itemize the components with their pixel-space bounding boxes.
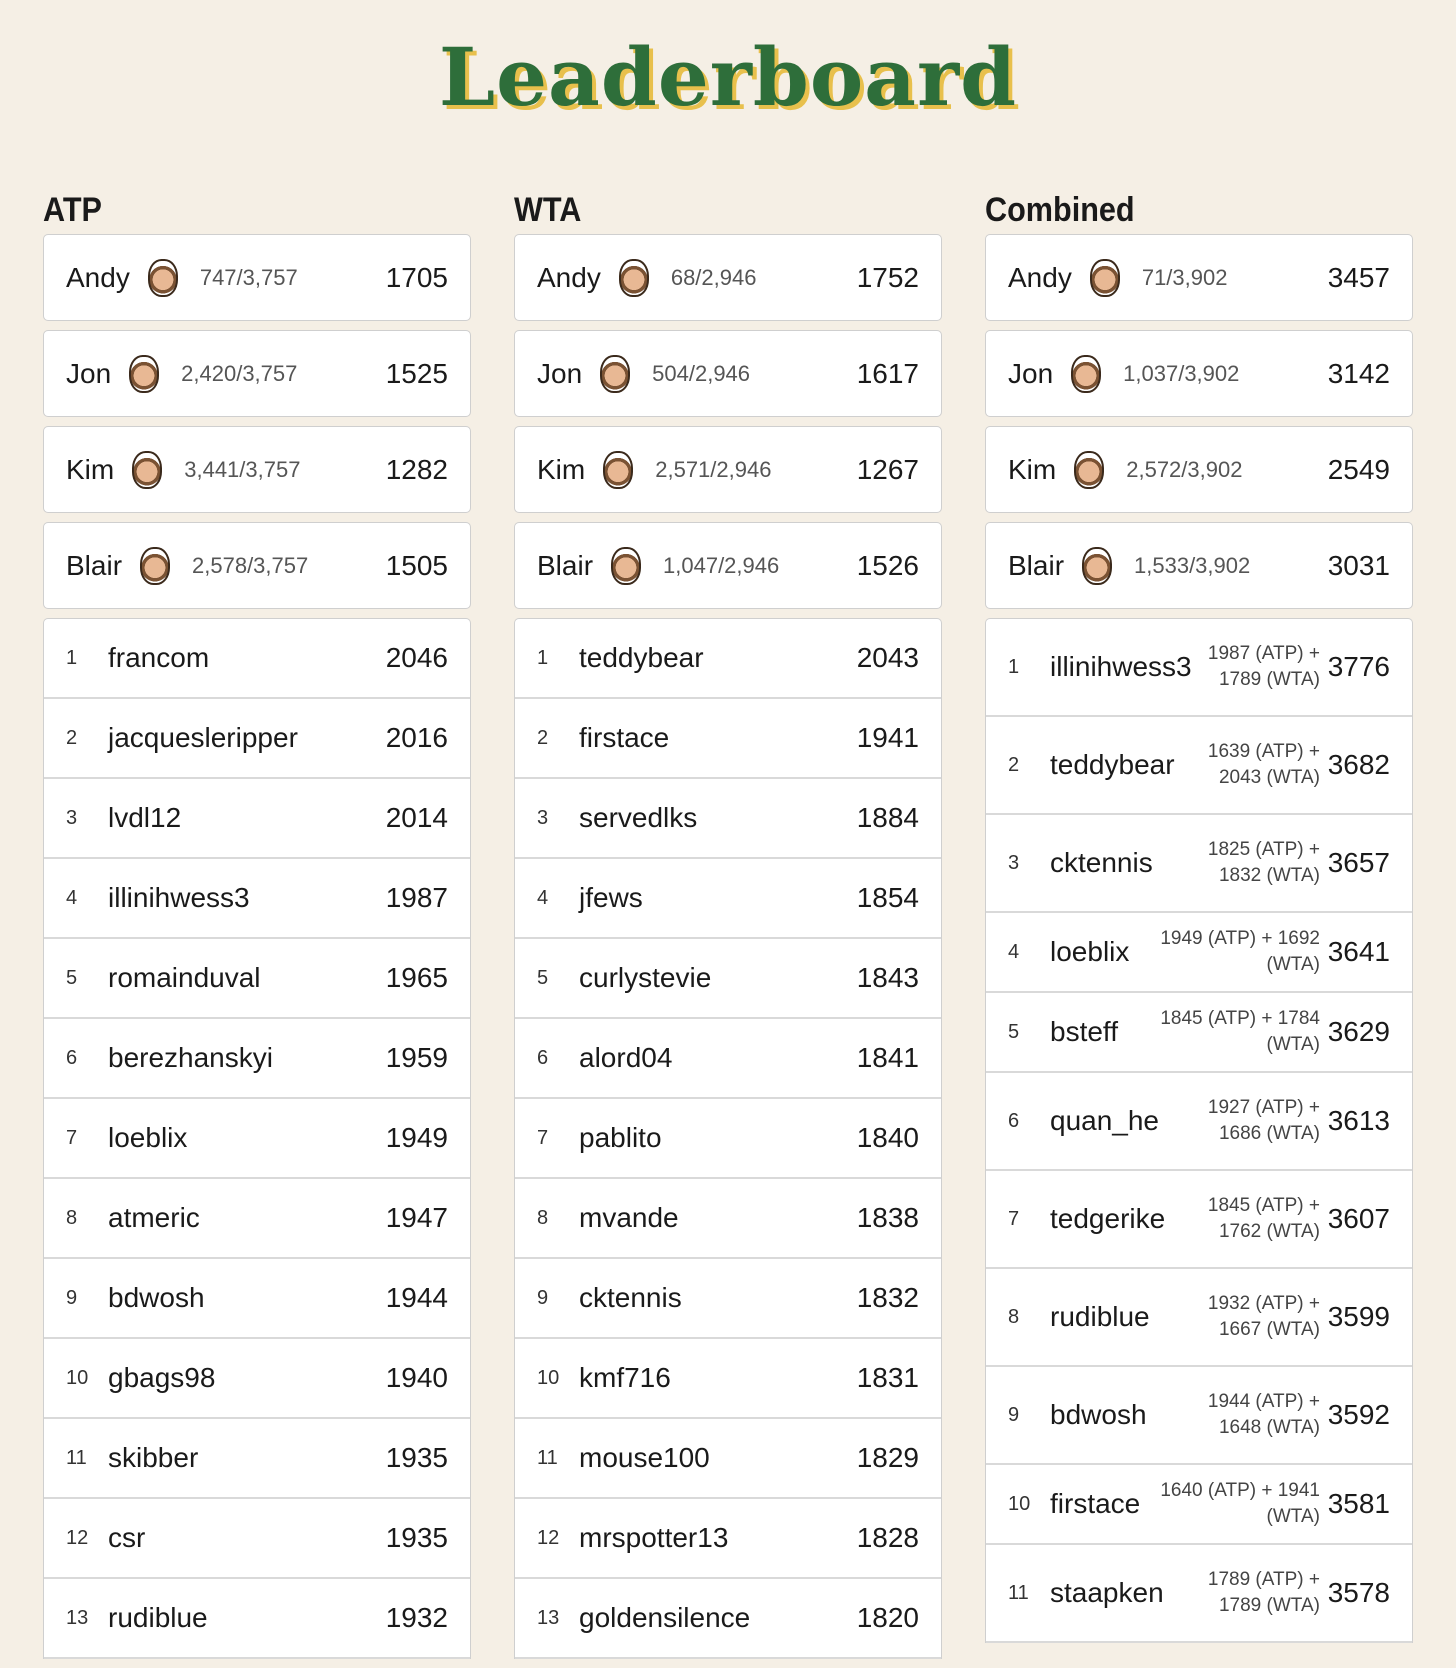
- expert-score: 1526: [856, 549, 919, 581]
- score: 3613: [1327, 1105, 1390, 1136]
- score: 1841: [856, 1042, 919, 1073]
- username: firstace: [579, 722, 670, 753]
- avatar: [1071, 355, 1101, 393]
- score: 1829: [856, 1442, 919, 1473]
- username: teddybear: [579, 642, 704, 673]
- score: 3629: [1327, 1016, 1390, 1047]
- avatar: [611, 547, 641, 585]
- expert-score: 1525: [385, 357, 448, 389]
- expert-score: 3031: [1327, 549, 1390, 581]
- score-breakdown: 1639 (ATP) + 2043 (WTA): [1207, 741, 1320, 788]
- score-breakdown: 1845 (ATP) + 1784 (WTA): [1160, 1008, 1320, 1055]
- table-row[interactable]: [44, 1419, 470, 1499]
- table-row[interactable]: [44, 939, 470, 1019]
- username: quan_he: [1050, 1105, 1160, 1136]
- score: 3657: [1327, 847, 1390, 878]
- expert-ratio: 504/2,946: [652, 360, 751, 386]
- table-row[interactable]: [44, 619, 470, 699]
- page-title: Leaderboard: [438, 30, 1018, 124]
- rank: 11: [1008, 1581, 1029, 1604]
- rank: 12: [66, 1526, 89, 1549]
- table-row[interactable]: [515, 939, 941, 1019]
- table-row[interactable]: [515, 1339, 941, 1419]
- avatar: [619, 259, 649, 297]
- username: alord04: [579, 1042, 673, 1073]
- rank: 3: [66, 806, 78, 829]
- combined-column: [985, 186, 1413, 1643]
- rank: 2: [66, 726, 78, 749]
- expert-name: Andy: [1008, 261, 1072, 293]
- rank: 13: [66, 1606, 89, 1629]
- expert-score: 1617: [856, 357, 919, 389]
- username: bdwosh: [108, 1282, 205, 1313]
- expert-card: [514, 522, 942, 609]
- rank: 8: [537, 1206, 549, 1229]
- username: berezhanskyi: [108, 1042, 273, 1073]
- rank: 6: [66, 1046, 78, 1069]
- expert-name: Kim: [66, 453, 115, 485]
- score: 1940: [385, 1362, 448, 1393]
- expert-name: Blair: [537, 549, 594, 581]
- rank: 5: [537, 966, 549, 989]
- score: 2016: [385, 722, 448, 753]
- score: 1935: [385, 1522, 448, 1553]
- expert-ratio: 68/2,946: [670, 264, 757, 290]
- username: curlystevie: [579, 962, 712, 993]
- score: 1965: [385, 962, 448, 993]
- rank: 1: [66, 646, 78, 669]
- username: lvdl12: [108, 802, 182, 833]
- score-breakdown: 1640 (ATP) + 1941 (WTA): [1160, 1480, 1320, 1527]
- score: 1884: [856, 802, 919, 833]
- avatar: [603, 451, 633, 489]
- avatar: [140, 547, 170, 585]
- rank: 11: [66, 1446, 87, 1469]
- combined-leaderboard-list: [985, 618, 1413, 1643]
- expert-ratio: 2,420/3,757: [181, 360, 298, 386]
- rank: 4: [66, 886, 78, 909]
- table-row[interactable]: [986, 1465, 1412, 1545]
- username: gbags98: [108, 1362, 216, 1393]
- username: cktennis: [1050, 847, 1153, 878]
- avatar: [600, 355, 630, 393]
- score-breakdown: 1949 (ATP) + 1692 (WTA): [1160, 928, 1320, 975]
- table-row[interactable]: [986, 1367, 1412, 1465]
- rank: 9: [537, 1286, 549, 1309]
- rank: 13: [537, 1606, 560, 1629]
- score: 1949: [385, 1122, 448, 1153]
- combined-heading: Combined: [985, 191, 1135, 229]
- expert-card: [514, 234, 942, 321]
- table-row[interactable]: [44, 1339, 470, 1419]
- score: 3581: [1327, 1488, 1390, 1519]
- username: kmf716: [579, 1362, 671, 1393]
- score: 1947: [385, 1202, 448, 1233]
- expert-score: 3457: [1327, 261, 1390, 293]
- table-row[interactable]: [44, 1579, 470, 1659]
- score: 2043: [856, 642, 919, 673]
- rank: 10: [537, 1366, 560, 1389]
- username: francom: [108, 642, 210, 673]
- expert-name: Blair: [66, 549, 123, 581]
- username: pablito: [579, 1122, 662, 1153]
- score-breakdown: 1927 (ATP) + 1686 (WTA): [1207, 1097, 1320, 1144]
- username: cktennis: [579, 1282, 682, 1313]
- score-breakdown: 1789 (ATP) + 1789 (WTA): [1207, 1569, 1320, 1616]
- expert-ratio: 3,441/3,757: [184, 456, 301, 482]
- rank: 6: [537, 1046, 549, 1069]
- combined-experts: [985, 234, 1413, 609]
- expert-score: 1505: [385, 549, 448, 581]
- table-row[interactable]: [986, 1073, 1412, 1171]
- username: staapken: [1050, 1577, 1164, 1608]
- username: illinihwess3: [108, 882, 250, 913]
- score: 3682: [1327, 749, 1390, 780]
- score: 1832: [856, 1282, 919, 1313]
- score: 1959: [385, 1042, 448, 1073]
- table-row[interactable]: [44, 1499, 470, 1579]
- score: 1831: [856, 1362, 919, 1393]
- table-row[interactable]: [515, 1259, 941, 1339]
- score: 1840: [856, 1122, 919, 1153]
- score: 1944: [385, 1282, 448, 1313]
- score-breakdown: 1845 (ATP) + 1762 (WTA): [1207, 1195, 1320, 1242]
- score-breakdown: 1987 (ATP) + 1789 (WTA): [1207, 643, 1320, 690]
- username: mrspotter13: [579, 1522, 729, 1553]
- table-row[interactable]: [986, 619, 1412, 717]
- table-row[interactable]: [986, 815, 1412, 913]
- expert-card: [43, 330, 471, 417]
- expert-score: 2549: [1327, 453, 1390, 485]
- score: 2014: [385, 802, 448, 833]
- table-row[interactable]: [515, 1179, 941, 1259]
- avatar: [1074, 451, 1104, 489]
- rank: 10: [66, 1366, 89, 1389]
- score: 3599: [1327, 1301, 1390, 1332]
- wta-leaderboard-list: [514, 618, 942, 1659]
- atp-leaderboard-list: [43, 618, 471, 1659]
- score-breakdown: 1932 (ATP) + 1667 (WTA): [1207, 1293, 1320, 1340]
- table-row[interactable]: [986, 993, 1412, 1073]
- expert-ratio: 2,571/2,946: [655, 456, 772, 482]
- table-row[interactable]: [515, 1499, 941, 1579]
- table-row[interactable]: [515, 699, 941, 779]
- score: 1838: [856, 1202, 919, 1233]
- rank: 11: [537, 1446, 558, 1469]
- score: 1941: [856, 722, 919, 753]
- rank: 7: [1008, 1207, 1020, 1230]
- username: mvande: [579, 1202, 679, 1233]
- rank: 8: [1008, 1305, 1020, 1328]
- rank: 3: [537, 806, 549, 829]
- table-row[interactable]: [986, 1545, 1412, 1643]
- table-row[interactable]: [986, 913, 1412, 993]
- rank: 5: [1008, 1020, 1020, 1043]
- expert-score: 3142: [1327, 357, 1390, 389]
- avatar: [1090, 259, 1120, 297]
- score-breakdown: 1944 (ATP) + 1648 (WTA): [1207, 1391, 1320, 1438]
- expert-ratio: 1,037/3,902: [1123, 360, 1240, 386]
- expert-card: [43, 234, 471, 321]
- table-row[interactable]: [44, 859, 470, 939]
- table-row[interactable]: [44, 1019, 470, 1099]
- rank: 5: [66, 966, 78, 989]
- username: jacquesleripper: [108, 722, 298, 753]
- score: 1828: [856, 1522, 919, 1553]
- username: atmeric: [108, 1202, 200, 1233]
- score: 1935: [385, 1442, 448, 1473]
- table-row[interactable]: [986, 717, 1412, 815]
- username: tedgerike: [1050, 1203, 1166, 1234]
- table-row[interactable]: [986, 1171, 1412, 1269]
- expert-ratio: 747/3,757: [199, 264, 298, 290]
- username: bdwosh: [1050, 1399, 1147, 1430]
- avatar: [148, 259, 178, 297]
- expert-card: [514, 330, 942, 417]
- table-row[interactable]: [515, 1019, 941, 1099]
- score: 1987: [385, 882, 448, 913]
- username: romainduval: [108, 962, 261, 993]
- score: 3592: [1327, 1399, 1390, 1430]
- expert-card: [43, 522, 471, 609]
- username: skibber: [108, 1442, 199, 1473]
- atp-heading: ATP: [43, 191, 102, 229]
- score: 3776: [1327, 651, 1390, 682]
- username: teddybear: [1050, 749, 1175, 780]
- expert-ratio: 2,578/3,757: [192, 552, 309, 578]
- score: 1932: [385, 1602, 448, 1633]
- expert-card: [43, 426, 471, 513]
- expert-name: Jon: [537, 357, 583, 389]
- table-row[interactable]: [44, 1259, 470, 1339]
- score: 3578: [1327, 1577, 1390, 1608]
- score: 3607: [1327, 1203, 1390, 1234]
- username: csr: [108, 1522, 146, 1553]
- username: loeblix: [108, 1122, 188, 1153]
- username: loeblix: [1050, 936, 1130, 967]
- expert-score: 1752: [856, 261, 919, 293]
- expert-name: Jon: [1008, 357, 1054, 389]
- expert-name: Jon: [66, 357, 112, 389]
- username: servedlks: [579, 802, 698, 833]
- expert-name: Andy: [66, 261, 130, 293]
- atp-experts: [43, 234, 471, 609]
- expert-ratio: 1,047/2,946: [663, 552, 780, 578]
- rank: 7: [66, 1126, 78, 1149]
- score: 1854: [856, 882, 919, 913]
- rank: 7: [537, 1126, 549, 1149]
- table-row[interactable]: [986, 1269, 1412, 1367]
- table-row[interactable]: [515, 859, 941, 939]
- username: jfews: [579, 882, 643, 913]
- wta-heading: WTA: [514, 191, 582, 229]
- atp-column: [43, 186, 471, 1659]
- score: 2046: [385, 642, 448, 673]
- rank: 12: [537, 1526, 560, 1549]
- username: rudiblue: [1050, 1301, 1150, 1332]
- table-row[interactable]: [44, 1179, 470, 1259]
- username: mouse100: [579, 1442, 710, 1473]
- rank: 6: [1008, 1109, 1020, 1132]
- table-row[interactable]: [515, 1099, 941, 1179]
- score: 3641: [1327, 936, 1390, 967]
- username: goldensilence: [579, 1602, 751, 1633]
- rank: 3: [1008, 851, 1020, 874]
- expert-score: 1267: [856, 453, 919, 485]
- table-row[interactable]: [515, 1579, 941, 1659]
- wta-experts: [514, 234, 942, 609]
- table-row[interactable]: [515, 1419, 941, 1499]
- rank: 4: [537, 886, 549, 909]
- expert-score: 1282: [385, 453, 448, 485]
- expert-card: [985, 234, 1413, 321]
- expert-card: [985, 330, 1413, 417]
- rank: 9: [1008, 1403, 1020, 1426]
- table-row[interactable]: [44, 779, 470, 859]
- score: 1820: [856, 1602, 919, 1633]
- username: firstace: [1050, 1488, 1141, 1519]
- expert-ratio: 2,572/3,902: [1126, 456, 1243, 482]
- table-row[interactable]: [44, 1099, 470, 1179]
- rank: 8: [66, 1206, 78, 1229]
- rank: 2: [537, 726, 549, 749]
- rank: 9: [66, 1286, 78, 1309]
- username: rudiblue: [108, 1602, 208, 1633]
- table-row[interactable]: [515, 779, 941, 859]
- expert-score: 1705: [385, 261, 448, 293]
- expert-name: Kim: [1008, 453, 1057, 485]
- avatar: [132, 451, 162, 489]
- username: bsteff: [1050, 1016, 1118, 1047]
- wta-column: [514, 186, 942, 1659]
- score-breakdown: 1825 (ATP) + 1832 (WTA): [1207, 839, 1320, 886]
- expert-ratio: 71/3,902: [1141, 264, 1228, 290]
- rank: 10: [1008, 1492, 1031, 1515]
- rank: 1: [1008, 655, 1020, 678]
- rank: 4: [1008, 940, 1020, 963]
- avatar: [129, 355, 159, 393]
- avatar: [1082, 547, 1112, 585]
- score: 1843: [856, 962, 919, 993]
- rank: 1: [537, 646, 549, 669]
- expert-name: Andy: [537, 261, 601, 293]
- expert-card: [514, 426, 942, 513]
- expert-ratio: 1,533/3,902: [1134, 552, 1251, 578]
- expert-name: Kim: [537, 453, 586, 485]
- expert-card: [985, 426, 1413, 513]
- expert-card: [985, 522, 1413, 609]
- username: illinihwess3: [1050, 651, 1192, 682]
- rank: 2: [1008, 753, 1020, 776]
- table-row[interactable]: [44, 699, 470, 779]
- expert-name: Blair: [1008, 549, 1065, 581]
- table-row[interactable]: [515, 619, 941, 699]
